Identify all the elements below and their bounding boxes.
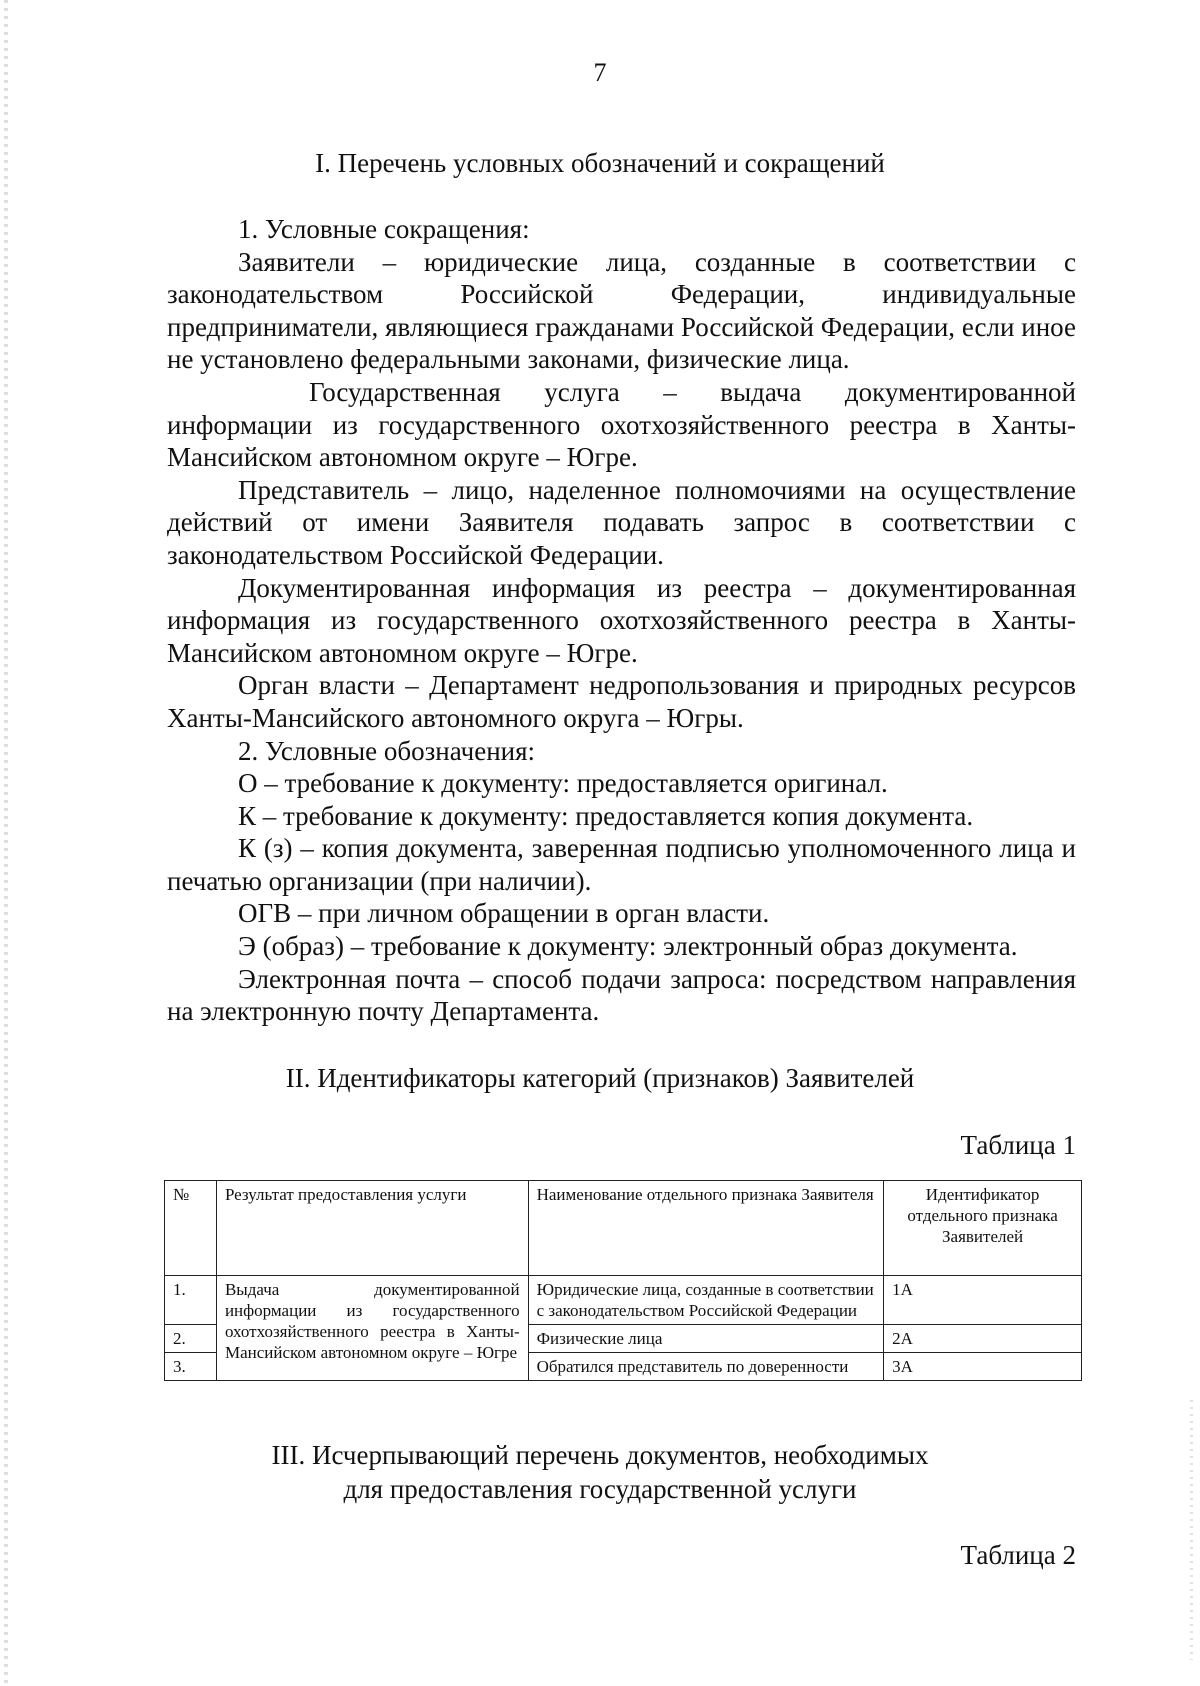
row-feature: Физические лица xyxy=(528,1325,884,1353)
table2-label: Таблица 2 xyxy=(960,1540,1076,1570)
paragraph-symbol-e: Э (образ) – требование к документу: электронный образ документа. xyxy=(238,931,1018,962)
row-identifier: 1А xyxy=(884,1276,1082,1325)
row-feature: Обратился представитель по доверенности xyxy=(528,1353,884,1381)
section1-body xyxy=(167,213,1076,1028)
table-header-row xyxy=(165,1181,1082,1276)
header-number: № xyxy=(165,1181,217,1276)
paragraph-symbols-title: 2. Условные обозначения: xyxy=(238,735,536,766)
table-row xyxy=(165,1276,1082,1325)
paragraph-representative: Представитель – лицо, наделенное полномочиями на осуществление действий от имени Заявителя подавать запрос в соответствии с законодательством Российской Федерации. xyxy=(167,474,1076,570)
row-feature: Юридические лица, созданные в соответствии с законодательством Российской Федерации xyxy=(528,1276,884,1325)
page-number: 7 xyxy=(593,58,607,87)
row-number: 1. xyxy=(165,1276,217,1325)
row-number: 3. xyxy=(165,1353,217,1381)
paragraph-abbreviations-title: 1. Условные сокращения: xyxy=(238,214,530,244)
row-identifier: 2А xyxy=(884,1325,1082,1353)
paragraph-symbol-o: О – требование к документу: предоставляется оригинал. xyxy=(238,768,888,799)
header-result: Результат предоставления услуги xyxy=(216,1181,528,1276)
paragraph-email: Электронная почта – способ подачи запроса: посредством направления на электронную почту Департамента. xyxy=(167,963,1076,1027)
paragraph-symbol-k: К – требование к документу: предоставляется копия документа. xyxy=(238,800,974,831)
section3-heading xyxy=(0,1438,1200,1506)
header-feature: Наименование отдельного признака Заявителя xyxy=(528,1181,884,1276)
paragraph-authority: Орган власти – Департамент недропользования и природных ресурсов Ханты-Мансийского автономного округа – Югры. xyxy=(167,670,1076,733)
paragraph-applicants: Заявители – юридические лица, созданные в соответствии с законодательством Российской Федерации, индивидуальные предприниматели, являющиеся гражданами Российской Федерации, если иное не установлено федеральными законами, физические лица. xyxy=(167,246,1076,375)
row-identifier: 3А xyxy=(884,1353,1082,1381)
result-cell: Выдача документированной информации из государственного охотхозяйственного реестра в Ханты-Мансийском автономном округе – Югре xyxy=(216,1276,528,1381)
section3-heading-line1: III. Исчерпывающий перечень документов, необходимых xyxy=(271,1440,929,1470)
paragraph-documented-info: Документированная информация из реестра – документированная информация из государственного охотхозяйственного реестра в Ханты-Мансийском автономном округе – Югре. xyxy=(167,572,1076,668)
section2-heading: II. Идентификаторы категорий (признаков) Заявителей xyxy=(285,1063,915,1093)
section3-heading-line2: для предоставления государственной услуги xyxy=(343,1474,857,1504)
paragraph-symbol-kz: К (з) – копия документа, заверенная подписью уполномоченного лица и печатью организации (при наличии). xyxy=(167,833,1076,896)
section1-heading: I. Перечень условных обозначений и сокращений xyxy=(315,148,885,178)
paragraph-symbol-ogv: ОГВ – при личном обращении в орган власти. xyxy=(238,898,770,929)
scan-edge-left xyxy=(4,0,8,1686)
applicant-categories-table xyxy=(164,1180,1082,1381)
table1-label: Таблица 1 xyxy=(960,1130,1076,1160)
header-identifier: Идентификатор отдельного признака Заявителей xyxy=(884,1181,1082,1276)
row-number: 2. xyxy=(165,1325,217,1353)
paragraph-state-service: Государственная услуга – выдача документированной информации из государственного охотхозяйственного реестра в Ханты-Мансийском автономном округе – Югре. xyxy=(167,376,1076,473)
